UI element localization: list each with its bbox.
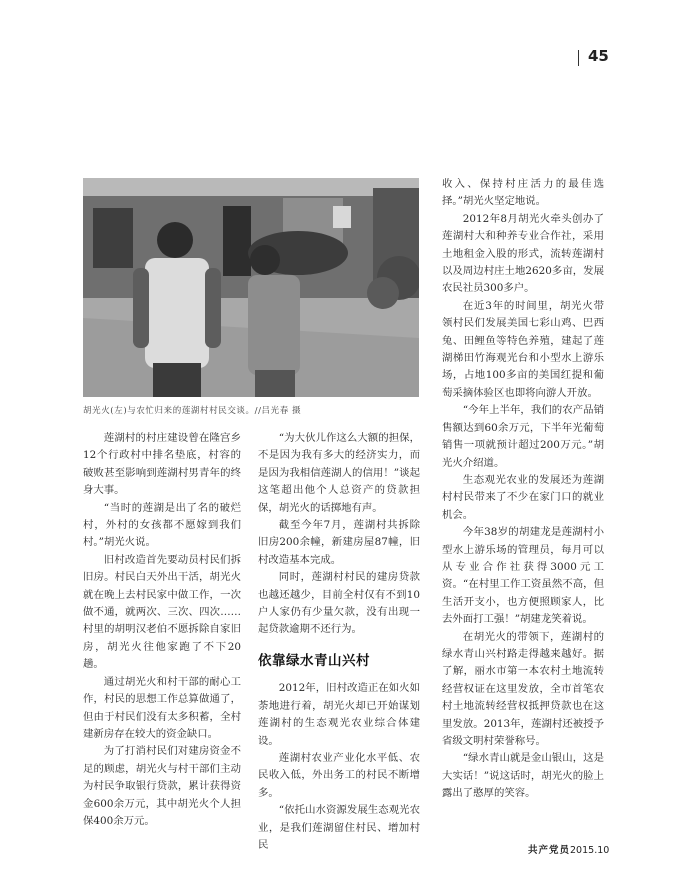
paragraph: 生态观光农业的发展还为莲湖村村民带来了不少在家门口的就业机会。 [442,473,604,521]
paragraph: 旧村改造首先要动员村民们拆旧房。村民白天外出干活，胡光火就在晚上去村民家中做工作，一次做不通，就两次、三次、四次……村里的胡明汉老伯不愿拆除自家旧房，胡光火往他家跑了不下20趟。 [83,553,241,671]
paragraph: 在胡光火的带领下，莲湖村的绿水青山兴村路走得越来越好。据了解，丽水市第一本农村土地流转经营权证在这里发放，全市首笔农村土地流转经营权抵押贷款也在这里发放。2013年，莲湖村还被授予省级文明村荣誉称号。 [442,630,604,747]
section-heading: 依靠绿水青山兴村 [258,652,370,669]
paragraph: “绿水青山就是金山银山，这是大实话！”说这话时，胡光火的脸上露出了憨厚的笑容。 [442,752,604,800]
paragraph: 莲湖村农业产业化水平低、农民收入低，外出务工的村民不断增多。 [258,751,420,799]
magazine-logo: 共产党员 [528,845,571,856]
paragraph: “今年上半年，我们的农产品销售额达到60余万元，下半年光葡萄销售一项就预计超过200万元。”胡光火介绍道。 [442,404,604,469]
paragraph: 在近3年的时间里，胡光火带领村民们发展美国七彩山鸡、巴西兔、田鲤鱼等特色养殖，建起了莲湖梯田竹海观光台和小型水上游乐场，占地100多亩的美国红提和葡萄采摘体验区也即将向游人开放。 [442,299,604,399]
paragraph: “当时的莲湖是出了名的破烂村，外村的女孩都不愿嫁到我们村。”胡光火说。 [83,501,241,549]
paragraph-continued: 收入、保持村庄活力的最佳选择。”胡光火坚定地说。 [442,178,604,208]
paragraph: 同时，莲湖村村民的建房贷款也越还越少，目前全村仅有不到10户人家仍有少量欠款，没有出现一起贷款逾期不还行为。 [258,571,420,636]
paragraph: 2012年8月胡光火牵头创办了莲湖村大和种养专业合作社，采用土地租金入股的形式，流转莲湖村以及周边村庄土地2620多亩，发展农民社员300多户。 [442,212,604,295]
paragraph: “依托山水资源发展生态观光农业，是我们莲湖留住村民、增加村民 [258,804,420,851]
page-number-divider [578,50,579,66]
page-number: 45 [588,47,609,65]
paragraph: 通过胡光火和村干部的耐心工作，村民的思想工作总算做通了，但由于村民们没有太多积蓄，全村建新房存在较大的资金缺口。 [83,675,241,740]
paragraph: 莲湖村的村庄建设曾在隆宫乡12个行政村中排名垫底，村容的破败甚至影响到莲湖村男青年的终身大事。 [83,432,241,497]
paragraph: 截至今年7月，莲湖村共拆除旧房200余幢，新建房屋87幢，旧村改造基本完成。 [258,519,420,566]
photo-illustration [83,178,419,397]
paragraph: “为大伙儿作这么大额的担保，不是因为我有多大的经济实力，而是因为我相信莲湖人的信用！”谈起这笔超出他个人总资产的贷款担保，胡光火的话掷地有声。 [258,432,420,514]
issue-number: 2015.10 [570,845,610,856]
article-column-3 [442,176,604,803]
photo-caption: 胡光火(左)与农忙归来的莲湖村村民交谈。//吕光春 摄 [83,406,302,416]
paragraph: 2012年，旧村改造正在如火如荼地进行着，胡光火却已开始谋划莲湖村的生态观光农业综合体建设。 [258,682,420,747]
paragraph: 今年38岁的胡建龙是莲湖村小型水上游乐场的管理员，每月可以从专业合作社获得3000元工资。“在村里工作工资虽然不高，但生活开支小，也方便照顾家人，比去外面打工强！”胡建龙笑着说。 [442,526,604,626]
article-photo [83,178,419,397]
article-column-1 [83,430,241,830]
paragraph: 为了打消村民们对建房资金不足的顾虑，胡光火与村干部们主动为村民争取银行贷款，累计获得资金600余万元，其中胡光火个人担保400余万元。 [83,745,241,827]
magazine-masthead [528,842,609,856]
article-column-2 [258,430,420,854]
